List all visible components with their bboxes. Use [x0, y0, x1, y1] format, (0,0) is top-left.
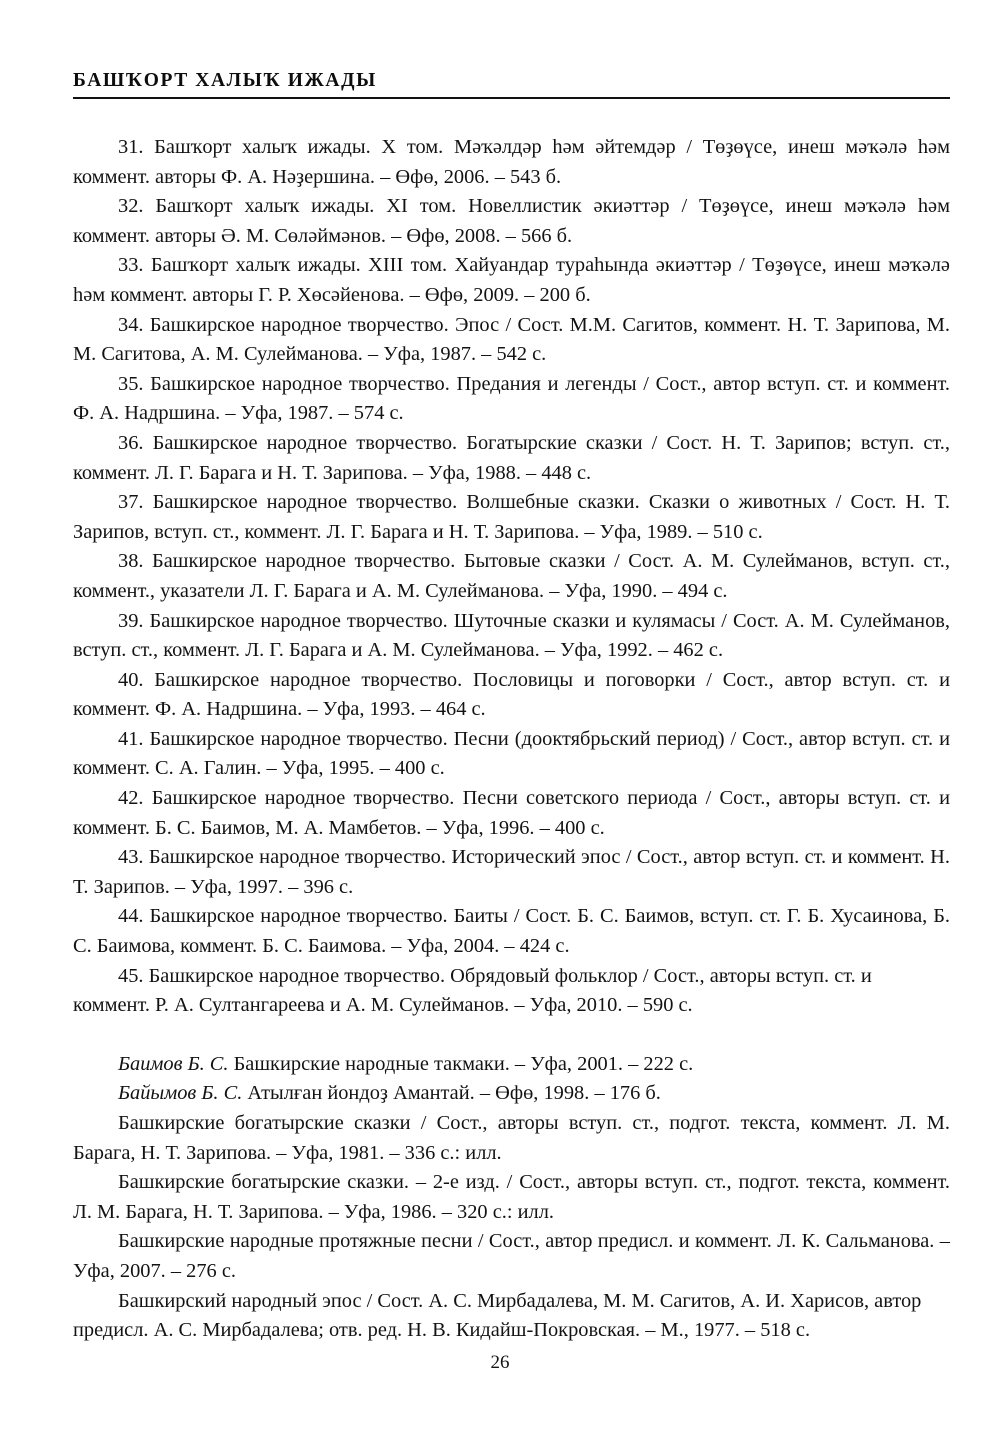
bibliography-entry: 37. Башкирское народное творчество. Волшебные сказки. Сказки о животных / Сост. Н. Т. Зарипов, вступ. ст., коммент. Л. Г. Барага и Н. Т. Зарипова. – Уфа, 1989. – 510 с. — [73, 491, 950, 543]
bibliography-entry: 44. Башкирское народное творчество. Баиты / Сост. Б. С. Баимов, вступ. ст. Г. Б. Хусаинова, Б. С. Баимова, коммент. Б. С. Баимова. – Уфа, 2004. – 424 с. — [73, 905, 950, 958]
bibliography-entry — [73, 1050, 950, 1080]
unnumbered-bibliography-list — [73, 1050, 950, 1346]
section-gap — [73, 1021, 950, 1050]
bibliography-entry: 45. Башкирское народное творчество. Обрядовый фольклор / Сост., авторы вступ. ст. и коммент. Р. А. Султангареева и А. М. Сулейманов. – Уфа, 2010. – 590 с. — [73, 964, 872, 1017]
bibliography-entry — [73, 1227, 950, 1286]
bibliography-entry: 34. Башкирское народное творчество. Эпос / Сост. М.М. Сагитов, коммент. Н. Т. Зарипова, М. М. Сагитова, А. М. Сулейманова. – Уфа, 1987. – 542 с. — [73, 313, 950, 366]
entry-author-name: Байымов Б. С. — [118, 1082, 243, 1105]
numbered-bibliography-list — [73, 133, 950, 1021]
running-head-rule — [73, 97, 950, 99]
bibliography-entry: 31. Башҡорт халыҡ ижады. X том. Мәҡәлдәр һәм әйтемдәр / Төҙөүсе, инеш мәҡәлә һәм коммент. авторы Ф. А. Нәҙершина. – Өфө, 2006. – 543 б. — [73, 136, 950, 188]
bibliography-entry: 40. Башкирское народное творчество. Пословицы и поговорки / Сост., автор вступ. ст. и коммент. Ф. А. Надршина. – Уфа, 1993. – 464 с. — [73, 668, 950, 721]
entry-author-name: Баимов Б. С. — [118, 1052, 229, 1075]
bibliography-entry: 41. Башкирское народное творчество. Песни (дооктябрьский период) / Сост., автор вступ. ст. и коммент. С. А. Галин. – Уфа, 1995. – 400 с. — [73, 727, 950, 780]
entry-body-text: Атылған йондоҙ Амантай. – Өфө, 1998. – 176 б. — [242, 1082, 661, 1105]
entry-body-text: Башкирские народные такмаки. – Уфа, 2001. – 222 с. — [228, 1052, 694, 1075]
bibliography-entry: 33. Башҡорт халыҡ ижады. XIII том. Хайуандар тураһында әкиәттәр / Төҙөүсе, инеш мәҡәлә һәм коммент. авторы Г. Р. Хөсәйенова. – Өфө, 2009. – 200 б. — [73, 254, 950, 306]
bibliography-entry: 36. Башкирское народное творчество. Богатырские сказки / Сост. Н. Т. Зарипов; вступ. ст., коммент. Л. Г. Барага и Н. Т. Зарипова. – Уфа, 1988. – 448 с. — [73, 431, 950, 484]
entry-body-text: Башкирские народные протяжные песни / Сост., автор предисл. и коммент. Л. К. Сальманова. – Уфа, 2007. – 276 с. — [73, 1230, 950, 1282]
entry-body-text: Башкирские богатырские сказки. – 2-е изд. / Сост., авторы вступ. ст., подгот. текста, коммент. Л. М. Барага, Н. Т. Зарипова. – Уфа, 1986. – 320 с.: илл. — [73, 1171, 950, 1223]
bibliography-entry: 38. Башкирское народное творчество. Бытовые сказки / Сост. А. М. Сулейманов, вступ. ст., коммент., указатели Л. Г. Барага и А. М. Сулейманова. – Уфа, 1990. – 494 с. — [73, 550, 950, 602]
bibliography-entry: 35. Башкирское народное творчество. Предания и легенды / Сост., автор вступ. ст. и коммент. Ф. А. Надршина. – Уфа, 1987. – 574 с. — [73, 372, 950, 425]
running-head-title: БАШҠОРТ ХАЛЫҠ ИЖАДЫ — [73, 70, 377, 91]
bibliography-entry: 39. Башкирское народное творчество. Шуточные сказки и кулямасы / Сост. А. М. Сулейманов, вступ. ст., коммент. Л. Г. Барага и А. М. Сулейманова. – Уфа, 1992. – 462 с. — [73, 609, 950, 662]
running-head — [73, 70, 950, 99]
bibliography-entry: 43. Башкирское народное творчество. Исторический эпос / Сост., автор вступ. ст. и коммент. Н. Т. Зарипов. – Уфа, 1997. – 396 с. — [73, 846, 950, 898]
bibliography-entry: 42. Башкирское народное творчество. Песни советского периода / Сост., авторы вступ. ст. и коммент. Б. С. Баимов, М. А. Мамбетов. – Уфа, 1996. – 400 с. — [73, 787, 950, 839]
bibliography-entry: 32. Башҡорт халыҡ ижады. XI том. Новеллистик әкиәттәр / Төҙөүсе, инеш мәҡәлә һәм коммент. авторы Ә. М. Сөләймәнов. – Өфө, 2008. – 566 б. — [73, 195, 950, 247]
page-number: 26 — [490, 1352, 510, 1373]
bibliography-entry — [73, 1109, 950, 1168]
bibliography-text-block — [73, 133, 950, 1346]
entry-body-text: Башкирский народный эпос / Сост. А. С. Мирбадалева, М. М. Сагитов, А. И. Харисов, автор предисл. А. С. Мирбадалева; отв. ред. Н. В. Кидайш-Покровская. – М., 1977. – 518 с. — [73, 1289, 922, 1342]
entry-body-text: Башкирские богатырские сказки / Сост., авторы вступ. ст., подгот. текста, коммент. Л. М. Барага, Н. Т. Зарипова. – Уфа, 1981. – 336 с.: илл. — [73, 1112, 950, 1164]
bibliography-entry — [73, 1287, 950, 1346]
bibliography-entry — [73, 1168, 950, 1227]
bibliography-entry — [73, 1079, 950, 1109]
